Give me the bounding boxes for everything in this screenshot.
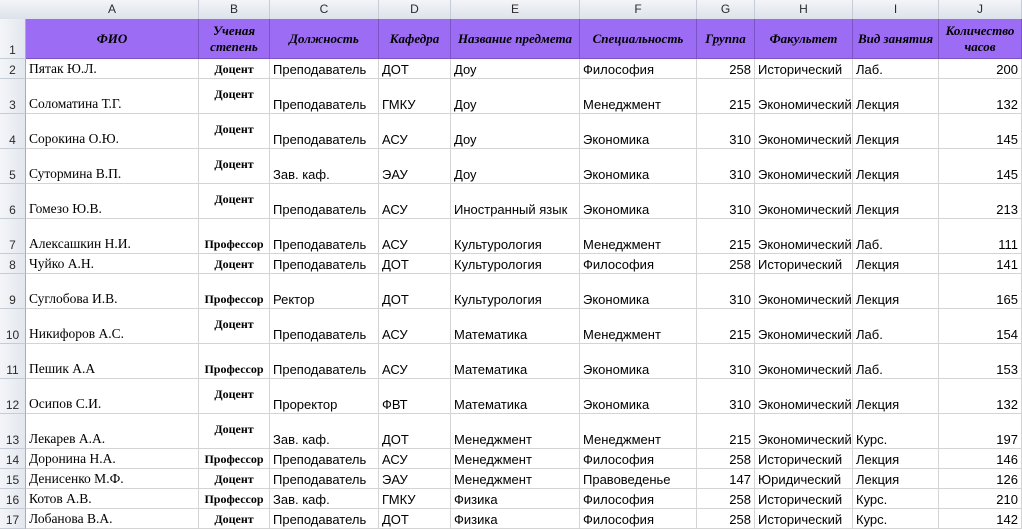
table-cell[interactable]: ФВТ	[379, 379, 451, 414]
table-cell[interactable]: Лекция	[853, 79, 939, 114]
table-cell[interactable]: Соломатина Т.Г.	[26, 79, 199, 114]
table-cell[interactable]: 310	[697, 344, 755, 379]
table-cell[interactable]: Исторический	[755, 489, 853, 509]
table-cell[interactable]: ДОТ	[379, 509, 451, 529]
table-cell[interactable]: Алексашкин Н.И.	[26, 219, 199, 254]
table-cell[interactable]: Котов А.В.	[26, 489, 199, 509]
table-cell[interactable]: Преподаватель	[270, 254, 379, 274]
table-cell[interactable]: Преподаватель	[270, 79, 379, 114]
table-cell[interactable]: Доцент	[199, 149, 270, 184]
table-cell[interactable]: 258	[697, 489, 755, 509]
table-cell[interactable]: Физика	[451, 509, 580, 529]
table-cell[interactable]: Экономический	[755, 184, 853, 219]
table-cell[interactable]: 215	[697, 79, 755, 114]
column-headers	[0, 0, 1022, 20]
table-cell[interactable]: Осипов С.И.	[26, 379, 199, 414]
row-header[interactable]: 16	[0, 489, 26, 509]
table-cell[interactable]: Доронина Н.А.	[26, 449, 199, 469]
table-cell[interactable]: Иностранный язык	[451, 184, 580, 219]
table-cell[interactable]: Доцент	[199, 184, 270, 219]
table-cell[interactable]: Исторический	[755, 59, 853, 79]
table-cell[interactable]: Экономика	[580, 184, 697, 219]
table-cell[interactable]: Доцент	[199, 309, 270, 344]
table-cell[interactable]: 145	[939, 149, 1022, 184]
table-cell[interactable]: Экономический	[755, 379, 853, 414]
table-cell[interactable]: 126	[939, 469, 1022, 489]
table-cell[interactable]: 132	[939, 379, 1022, 414]
table-cell[interactable]: Экономика	[580, 344, 697, 379]
table-cell[interactable]: Экономика	[580, 114, 697, 149]
column-header-g[interactable]: G	[697, 0, 755, 19]
table-cell[interactable]: 147	[697, 469, 755, 489]
row-header[interactable]: 13	[0, 414, 26, 449]
table-cell[interactable]: Математика	[451, 379, 580, 414]
table-cell[interactable]: ЭАУ	[379, 469, 451, 489]
table-cell[interactable]: Гомезо Ю.В.	[26, 184, 199, 219]
table-cell[interactable]: Преподаватель	[270, 184, 379, 219]
table-cell[interactable]: Курс.	[853, 414, 939, 449]
table-cell[interactable]: Доцент	[199, 379, 270, 414]
table-cell[interactable]: 165	[939, 274, 1022, 309]
table-cell[interactable]: Преподаватель	[270, 344, 379, 379]
row-header[interactable]: 12	[0, 379, 26, 414]
row-header[interactable]: 17	[0, 509, 26, 529]
table-cell[interactable]: Исторический	[755, 254, 853, 274]
table-cell[interactable]: Суглобова И.В.	[26, 274, 199, 309]
table-cell[interactable]: Лаб.	[853, 219, 939, 254]
row-header[interactable]: 14	[0, 449, 26, 469]
row-header[interactable]: 4	[0, 114, 26, 149]
table-cell[interactable]: Доцент	[199, 254, 270, 274]
table-cell[interactable]: 153	[939, 344, 1022, 379]
row-header[interactable]: 3	[0, 79, 26, 114]
table-cell[interactable]: Чуйко А.Н.	[26, 254, 199, 274]
table-cell[interactable]: Менеджмент	[451, 469, 580, 489]
table-cell[interactable]: ДОТ	[379, 254, 451, 274]
table-cell[interactable]: Математика	[451, 309, 580, 344]
table-cell[interactable]: Зав. каф.	[270, 414, 379, 449]
column-header-e[interactable]: E	[451, 0, 580, 19]
table-cell[interactable]: 132	[939, 79, 1022, 114]
table-cell[interactable]: 145	[939, 114, 1022, 149]
column-header-a[interactable]: A	[26, 0, 199, 19]
header-cell[interactable]: Количество часов	[939, 19, 1022, 59]
table-cell[interactable]: Преподаватель	[270, 114, 379, 149]
table-cell[interactable]: Доу	[451, 79, 580, 114]
table-cell[interactable]: Лаб.	[853, 344, 939, 379]
table-cell[interactable]: 215	[697, 219, 755, 254]
table-cell[interactable]: Доцент	[199, 414, 270, 449]
table-cell[interactable]: Доу	[451, 114, 580, 149]
row-header[interactable]: 7	[0, 219, 26, 254]
table-cell[interactable]: Математика	[451, 344, 580, 379]
header-cell[interactable]: ФИО	[26, 19, 199, 59]
table-cell[interactable]: Юридический	[755, 469, 853, 489]
table-cell[interactable]: АСУ	[379, 114, 451, 149]
table-cell[interactable]: 310	[697, 274, 755, 309]
table-cell[interactable]: Экономический	[755, 344, 853, 379]
table-cell[interactable]: Профессор	[199, 449, 270, 469]
header-cell[interactable]: Должность	[270, 19, 379, 59]
table-cell[interactable]: Ректор	[270, 274, 379, 309]
table-cell[interactable]: Лекция	[853, 149, 939, 184]
table-cell[interactable]: Пятак Ю.Л.	[26, 59, 199, 79]
row-header[interactable]: 15	[0, 469, 26, 489]
row-header[interactable]: 9	[0, 274, 26, 309]
table-cell[interactable]: Лекарев А.А.	[26, 414, 199, 449]
table-cell[interactable]: Культурология	[451, 274, 580, 309]
table-cell[interactable]: Менеджмент	[580, 219, 697, 254]
table-cell[interactable]: ДОТ	[379, 59, 451, 79]
table-cell[interactable]: Исторический	[755, 509, 853, 529]
column-header-c[interactable]: C	[270, 0, 379, 19]
table-cell[interactable]: 310	[697, 184, 755, 219]
table-cell[interactable]: Экономический	[755, 414, 853, 449]
row-header[interactable]: 5	[0, 149, 26, 184]
table-cell[interactable]: Лекция	[853, 184, 939, 219]
table-cell[interactable]: Доцент	[199, 114, 270, 149]
table-cell[interactable]: 141	[939, 254, 1022, 274]
row-header[interactable]: 2	[0, 59, 26, 79]
row-header[interactable]: 1	[0, 19, 26, 59]
table-cell[interactable]: Денисенко М.Ф.	[26, 469, 199, 489]
table-cell[interactable]: Менеджмент	[451, 449, 580, 469]
table-cell[interactable]: Философия	[580, 59, 697, 79]
table-cell[interactable]: Зав. каф.	[270, 489, 379, 509]
column-header-h[interactable]: H	[755, 0, 853, 19]
table-cell[interactable]: 213	[939, 184, 1022, 219]
table-cell[interactable]: 142	[939, 509, 1022, 529]
column-header-d[interactable]: D	[379, 0, 451, 19]
table-cell[interactable]: Лекция	[853, 379, 939, 414]
table-cell[interactable]: АСУ	[379, 184, 451, 219]
table-cell[interactable]: Философия	[580, 489, 697, 509]
header-cell[interactable]: Группа	[697, 19, 755, 59]
table-cell[interactable]: ГМКУ	[379, 489, 451, 509]
table-cell[interactable]: АСУ	[379, 219, 451, 254]
table-cell[interactable]: Доу	[451, 149, 580, 184]
column-header-j[interactable]: J	[939, 0, 1022, 19]
table-cell[interactable]: Лекция	[853, 114, 939, 149]
table-cell[interactable]: 310	[697, 379, 755, 414]
table-cell[interactable]: Менеджмент	[580, 79, 697, 114]
table-cell[interactable]: Экономический	[755, 219, 853, 254]
header-cell[interactable]: Факультет	[755, 19, 853, 59]
table-cell[interactable]: Курс.	[853, 489, 939, 509]
table-cell[interactable]: Философия	[580, 509, 697, 529]
column-header-f[interactable]: F	[580, 0, 697, 19]
table-cell[interactable]: ЭАУ	[379, 149, 451, 184]
table-cell[interactable]: Правоведенье	[580, 469, 697, 489]
table-cell[interactable]: Профессор	[199, 489, 270, 509]
header-cell[interactable]: Специальность	[580, 19, 697, 59]
column-header-i[interactable]: I	[853, 0, 939, 19]
column-header-b[interactable]: B	[199, 0, 270, 19]
table-cell[interactable]: 258	[697, 254, 755, 274]
table-cell[interactable]: Проректор	[270, 379, 379, 414]
table-cell[interactable]: Исторический	[755, 449, 853, 469]
table-cell[interactable]: Лекция	[853, 274, 939, 309]
table-cell[interactable]: Профессор	[199, 274, 270, 309]
table-cell[interactable]: Лаб.	[853, 59, 939, 79]
table-cell[interactable]: Философия	[580, 254, 697, 274]
table-cell[interactable]: 215	[697, 414, 755, 449]
table-cell[interactable]: Лаб.	[853, 309, 939, 344]
table-cell[interactable]: Доцент	[199, 79, 270, 114]
table-cell[interactable]: Экономический	[755, 149, 853, 184]
table-cell[interactable]: Профессор	[199, 344, 270, 379]
table-cell[interactable]: 258	[697, 59, 755, 79]
table-cell[interactable]: ГМКУ	[379, 79, 451, 114]
table-cell[interactable]: 215	[697, 309, 755, 344]
table-cell[interactable]: Пешик А.А	[26, 344, 199, 379]
table-cell[interactable]: Курс.	[853, 509, 939, 529]
table-cell[interactable]: АСУ	[379, 449, 451, 469]
table-cell[interactable]: Лобанова В.А.	[26, 509, 199, 529]
table-cell[interactable]: Доу	[451, 59, 580, 79]
table-cell[interactable]: Лекция	[853, 254, 939, 274]
table-cell[interactable]: 310	[697, 114, 755, 149]
table-cell[interactable]: Экономика	[580, 379, 697, 414]
row-header[interactable]: 6	[0, 184, 26, 219]
table-cell[interactable]: 258	[697, 509, 755, 529]
table-cell[interactable]: Преподаватель	[270, 469, 379, 489]
table-cell[interactable]: Сорокина О.Ю.	[26, 114, 199, 149]
table-cell[interactable]: Экономический	[755, 79, 853, 114]
table-cell[interactable]: 200	[939, 59, 1022, 79]
table-cell[interactable]: Менеджмент	[451, 414, 580, 449]
row-header[interactable]: 11	[0, 344, 26, 379]
table-cell[interactable]: Зав. каф.	[270, 149, 379, 184]
table-cell[interactable]: Профессор	[199, 219, 270, 254]
table-cell[interactable]: 146	[939, 449, 1022, 469]
table-cell[interactable]: Доцент	[199, 509, 270, 529]
table-cell[interactable]: 210	[939, 489, 1022, 509]
table-cell[interactable]: Преподаватель	[270, 59, 379, 79]
table-cell[interactable]: Культурология	[451, 219, 580, 254]
table-cell[interactable]: Доцент	[199, 59, 270, 79]
table-cell[interactable]: Сутормина В.П.	[26, 149, 199, 184]
table-cell[interactable]: 111	[939, 219, 1022, 254]
table-cell[interactable]: Лекция	[853, 449, 939, 469]
table-cell[interactable]: 197	[939, 414, 1022, 449]
table-cell[interactable]: Доцент	[199, 469, 270, 489]
table-cell[interactable]: Экономика	[580, 149, 697, 184]
table-cell[interactable]: Преподаватель	[270, 309, 379, 344]
table-cell[interactable]: 154	[939, 309, 1022, 344]
table-cell[interactable]: Экономический	[755, 114, 853, 149]
table-cell[interactable]: Преподаватель	[270, 449, 379, 469]
table-cell[interactable]: Экономический	[755, 274, 853, 309]
header-cell[interactable]: Кафедра	[379, 19, 451, 59]
table-cell[interactable]: Преподаватель	[270, 509, 379, 529]
table-cell[interactable]: Преподаватель	[270, 219, 379, 254]
header-cell[interactable]: Вид занятия	[853, 19, 939, 59]
table-cell[interactable]: Физика	[451, 489, 580, 509]
table-cell[interactable]: 258	[697, 449, 755, 469]
table-cell[interactable]: ДОТ	[379, 274, 451, 309]
table-cell[interactable]: Менеджмент	[580, 414, 697, 449]
table-cell[interactable]: Менеджмент	[580, 309, 697, 344]
table-cell[interactable]: 310	[697, 149, 755, 184]
table-cell[interactable]: АСУ	[379, 344, 451, 379]
table-cell[interactable]: Культурология	[451, 254, 580, 274]
header-cell[interactable]: Ученая степень	[199, 19, 270, 59]
header-cell[interactable]: Название предмета	[451, 19, 580, 59]
table-cell[interactable]: Лекция	[853, 469, 939, 489]
row-header[interactable]: 10	[0, 309, 26, 344]
table-cell[interactable]: Никифоров А.С.	[26, 309, 199, 344]
table-cell[interactable]: ДОТ	[379, 414, 451, 449]
table-cell[interactable]: Философия	[580, 449, 697, 469]
table-cell[interactable]: Экономика	[580, 274, 697, 309]
table-cell[interactable]: Экономический	[755, 309, 853, 344]
row-header[interactable]: 8	[0, 254, 26, 274]
table-cell[interactable]: АСУ	[379, 309, 451, 344]
